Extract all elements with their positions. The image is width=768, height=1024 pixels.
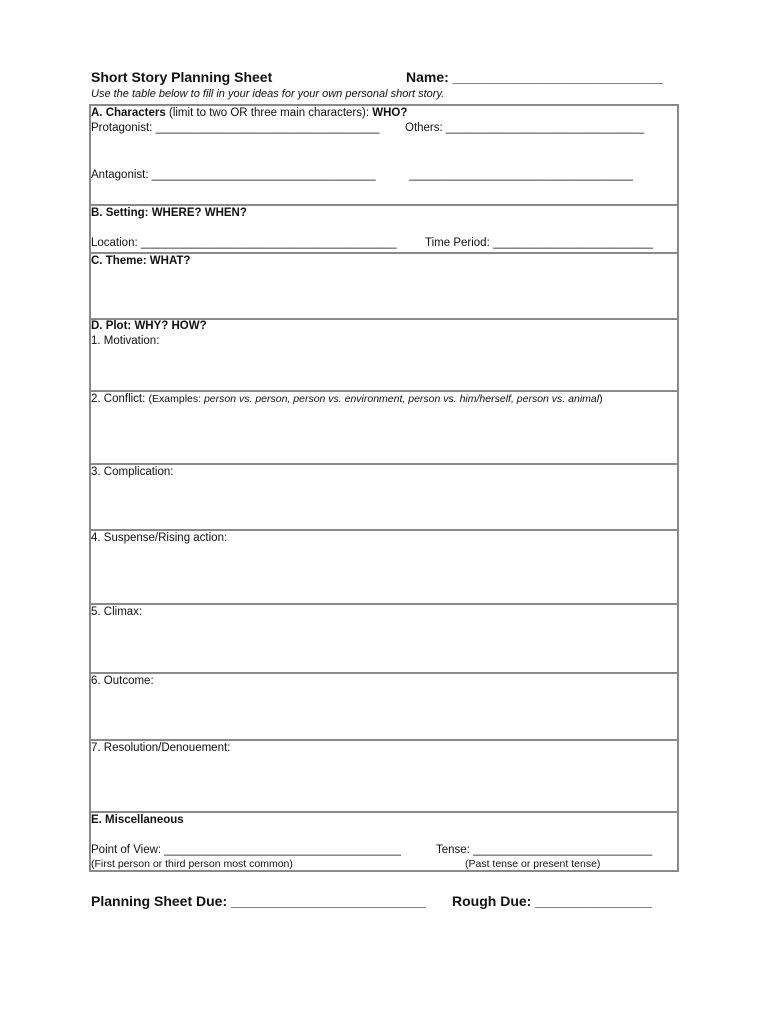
resolution-label: 7. Resolution/Denouement: <box>91 742 231 754</box>
section-a-note: (limit to two OR three main characters): <box>165 107 373 119</box>
conflict-examples-close: ) <box>599 393 603 405</box>
section-c-label: C. Theme: WHAT? <box>91 255 191 267</box>
antagonist-extra-field[interactable]: ___________________________________ <box>409 169 633 181</box>
conflict-examples-open: (Examples: <box>148 393 204 405</box>
section-e-label: E. Miscellaneous <box>91 814 184 826</box>
motivation-label: 1. Motivation: <box>91 335 160 347</box>
section-d-heading <box>91 319 207 333</box>
complication-label: 3. Complication: <box>91 466 174 478</box>
section-b-label: B. Setting: WHERE? WHEN? <box>91 207 247 219</box>
section-d-why-how: : WHY? HOW? <box>127 320 207 332</box>
suspense-label: 4. Suspense/Rising action: <box>91 532 228 544</box>
section-a-who: WHO? <box>372 107 408 119</box>
divider <box>91 672 677 674</box>
climax-label: 5. Climax: <box>91 606 143 618</box>
divider <box>91 463 677 465</box>
page-title: Short Story Planning Sheet <box>91 69 273 85</box>
tense-hint: (Past tense or present tense) <box>465 858 601 870</box>
section-d-label: D. Plot <box>91 320 128 332</box>
time-period-field[interactable]: Time Period: _________________________ <box>425 237 653 249</box>
planning-due-field[interactable]: Planning Sheet Due: _________________________ <box>91 893 426 909</box>
conflict-title: 2. Conflict: <box>91 393 149 405</box>
location-field[interactable]: Location: ________________________________________ <box>91 237 397 249</box>
name-field[interactable]: Name: ___________________________ <box>406 69 663 85</box>
instructions-text: Use the table below to fill in your ideas for your own personal short story. <box>91 88 445 100</box>
planning-table <box>89 104 679 872</box>
outcome-label: 6. Outcome: <box>91 675 154 687</box>
divider <box>91 603 677 605</box>
section-a-label: A. Characters <box>91 107 166 119</box>
rough-due-field[interactable]: Rough Due: _______________ <box>452 893 652 909</box>
section-a-heading <box>91 106 407 120</box>
point-of-view-field[interactable]: Point of View: _____________________________________ <box>91 844 401 856</box>
antagonist-field[interactable]: Antagonist: ___________________________________ <box>91 169 376 181</box>
tense-field[interactable]: Tense: ____________________________ <box>436 844 653 856</box>
protagonist-field[interactable]: Protagonist: ___________________________________ <box>91 122 380 134</box>
others-field[interactable]: Others: _______________________________ <box>405 122 645 134</box>
pov-hint: (First person or third person most common) <box>91 858 293 870</box>
conflict-label <box>91 392 603 406</box>
conflict-examples: person vs. person, person vs. environment, person vs. him/herself, person vs. animal <box>203 393 600 405</box>
